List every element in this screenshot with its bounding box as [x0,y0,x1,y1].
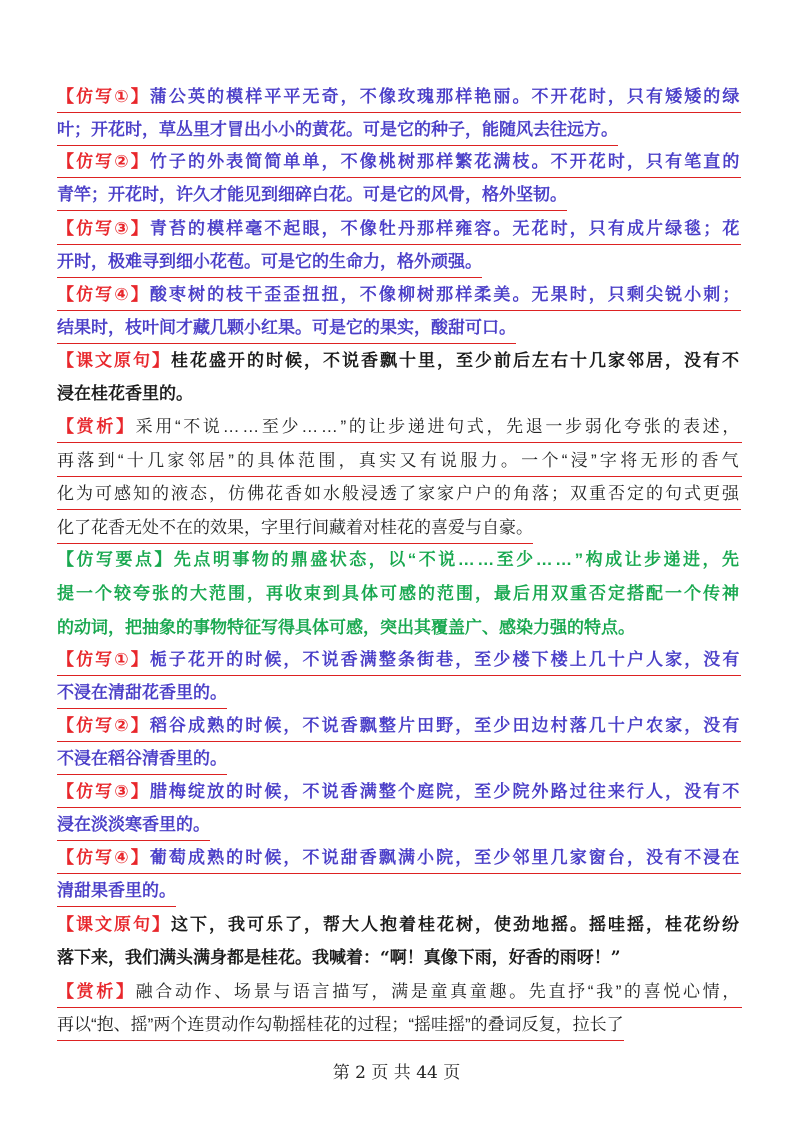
paragraph-text: 清甜果香里的。 [57,881,176,901]
paragraph-line [57,810,210,841]
paragraph-line [57,645,741,676]
paragraph-line [57,214,741,245]
paragraph-text: 葡萄成熟的时候，不说甜香飘满小院，至少邻里几家窗台，没有不浸在 [149,848,742,868]
paragraph-text: 叶；开花时，草丛里才冒出小小的黄花。可是它的种子，能随风去往远方。 [57,120,618,140]
paragraph-tag: 【课文原句】 [57,915,171,934]
paragraph-line [57,977,742,1008]
paragraph-line [57,82,741,113]
paragraph-line [57,943,621,973]
paragraph-tag: 【仿写①】 [57,650,150,669]
paragraph-line [57,346,741,376]
paragraph-text: 蒲公英的模样平平无奇，不像玫瑰那样艳丽。不开花时，只有矮矮的绿 [149,87,742,107]
paragraph-text: 开时，极难寻到细小花苞。可是它的生命力，格外顽强。 [57,252,482,272]
paragraph-line [57,412,742,443]
paragraph-text: 融合动作、场景与语言描写，满是童真童趣。先直抒“我”的喜悦心情， [135,982,742,1001]
page-footer: 第 2 页 共 44 页 [332,1063,461,1083]
paragraph-tag: 【仿写②】 [57,152,150,171]
paragraph-text: 青竿；开花时，许久才能见到细碎白花。可是它的风骨，格外坚韧。 [57,185,567,205]
paragraph-text: 落下来，我们满头满身都是桂花。我喊着：“啊！真像下雨，好香的雨呀！” [57,948,621,968]
paragraph-text: 采用“不说……至少……”的让步递进句式，先退一步弱化夸张的表述， [135,417,742,436]
paragraph-text: 提一个较夸张的大范围，再收束到具体可感的范围，最后用双重否定搭配一个传神 [57,584,741,603]
paragraph-text: 这下，我可乐了，帮大人抱着桂花树，使劲地摇。摇哇摇，桂花纷纷 [171,915,741,935]
paragraph-line [57,545,742,575]
paragraph-text: 桂花盛开的时候，不说香飘十里，至少前后左右十几家邻居，没有不 [171,351,741,371]
paragraph-tag: 【仿写要点】 [57,550,174,569]
paragraph-line [57,247,482,278]
paragraph-text: 竹子的外表简简单单，不像桃树那样繁花满枝。不开花时，只有笔直的 [149,152,742,172]
paragraph-text: 不浸在清甜花香里的。 [57,683,227,703]
paragraph-line [57,115,618,146]
paragraph-line [57,843,741,874]
paragraph-line [57,446,742,477]
paragraph-line [57,280,741,311]
paragraph-text: 不浸在稻谷清香里的。 [57,749,227,769]
paragraph-tag: 【仿写④】 [57,285,150,304]
paragraph-text: 青苔的模样毫不起眼，不像牡丹那样雍容。无花时，只有成片绿毯；花 [149,219,742,239]
paragraph-line [57,313,516,344]
paragraph-line [57,613,635,643]
paragraph-tag: 【仿写②】 [57,716,150,735]
paragraph-line [57,479,741,510]
paragraph-line [57,379,193,409]
paragraph-line [57,777,741,808]
paragraph-line [57,910,741,940]
paragraph-tag: 【赏析】 [57,417,136,436]
paragraph-tag: 【课文原句】 [57,351,171,370]
paragraph-tag: 【仿写④】 [57,848,150,867]
paragraph-line [57,744,227,775]
paragraph-text: 栀子花开的时候，不说香满整条街巷，至少楼下楼上几十户人家，没有 [149,650,742,670]
paragraph-text: 腊梅绽放的时候，不说香满整个庭院，至少院外路过往来行人，没有不 [149,782,742,802]
paragraph-text: 浸在淡淡寒香里的。 [57,815,210,835]
paragraph-text: 先点明事物的鼎盛状态，以“不说……至少……”构成让步递进，先 [173,550,742,569]
paragraph-text: 再落到“十几家邻居”的具体范围，真实又有说服力。一个“浸”字将无形的香气 [57,450,742,470]
paragraph-tag: 【仿写③】 [57,782,150,801]
paragraph-tag: 【赏析】 [57,982,136,1001]
paragraph-text: 稻谷成熟的时候，不说香飘整片田野，至少田边村落几十户农家，没有 [149,716,742,736]
paragraph-line [57,1010,624,1041]
paragraph-line [57,711,741,742]
paragraph-text: 浸在桂花香里的。 [57,384,193,404]
paragraph-text: 化了花香无处不在的效果，字里行间藏着对桂花的喜爱与自豪。 [57,517,533,537]
paragraph-line [57,147,741,178]
paragraph-line [57,579,741,609]
paragraph-line [57,180,567,211]
paragraph-tag: 【仿写①】 [57,87,150,106]
paragraph-text: 结果时，枝叶间才藏几颗小红果。可是它的果实，酸甜可口。 [57,318,516,338]
paragraph-tag: 【仿写③】 [57,219,150,238]
paragraph-text: 再以“抱、摇”两个连贯动作勾勒摇桂花的过程；“摇哇摇”的叠词反复，拉长了 [57,1015,624,1034]
paragraph-text: 酸枣树的枝干歪歪扭扭，不像柳树那样柔美。无果时，只剩尖锐小刺； [149,285,742,305]
paragraph-text: 的动词，把抽象的事物特征写得具体可感，突出其覆盖广、感染力强的特点。 [57,618,635,637]
paragraph-line [57,876,176,907]
paragraph-text: 化为可感知的液态，仿佛花香如水般浸透了家家户户的角落；双重否定的句式更强 [57,484,741,503]
paragraph-line [57,513,533,544]
paragraph-line [57,678,227,709]
